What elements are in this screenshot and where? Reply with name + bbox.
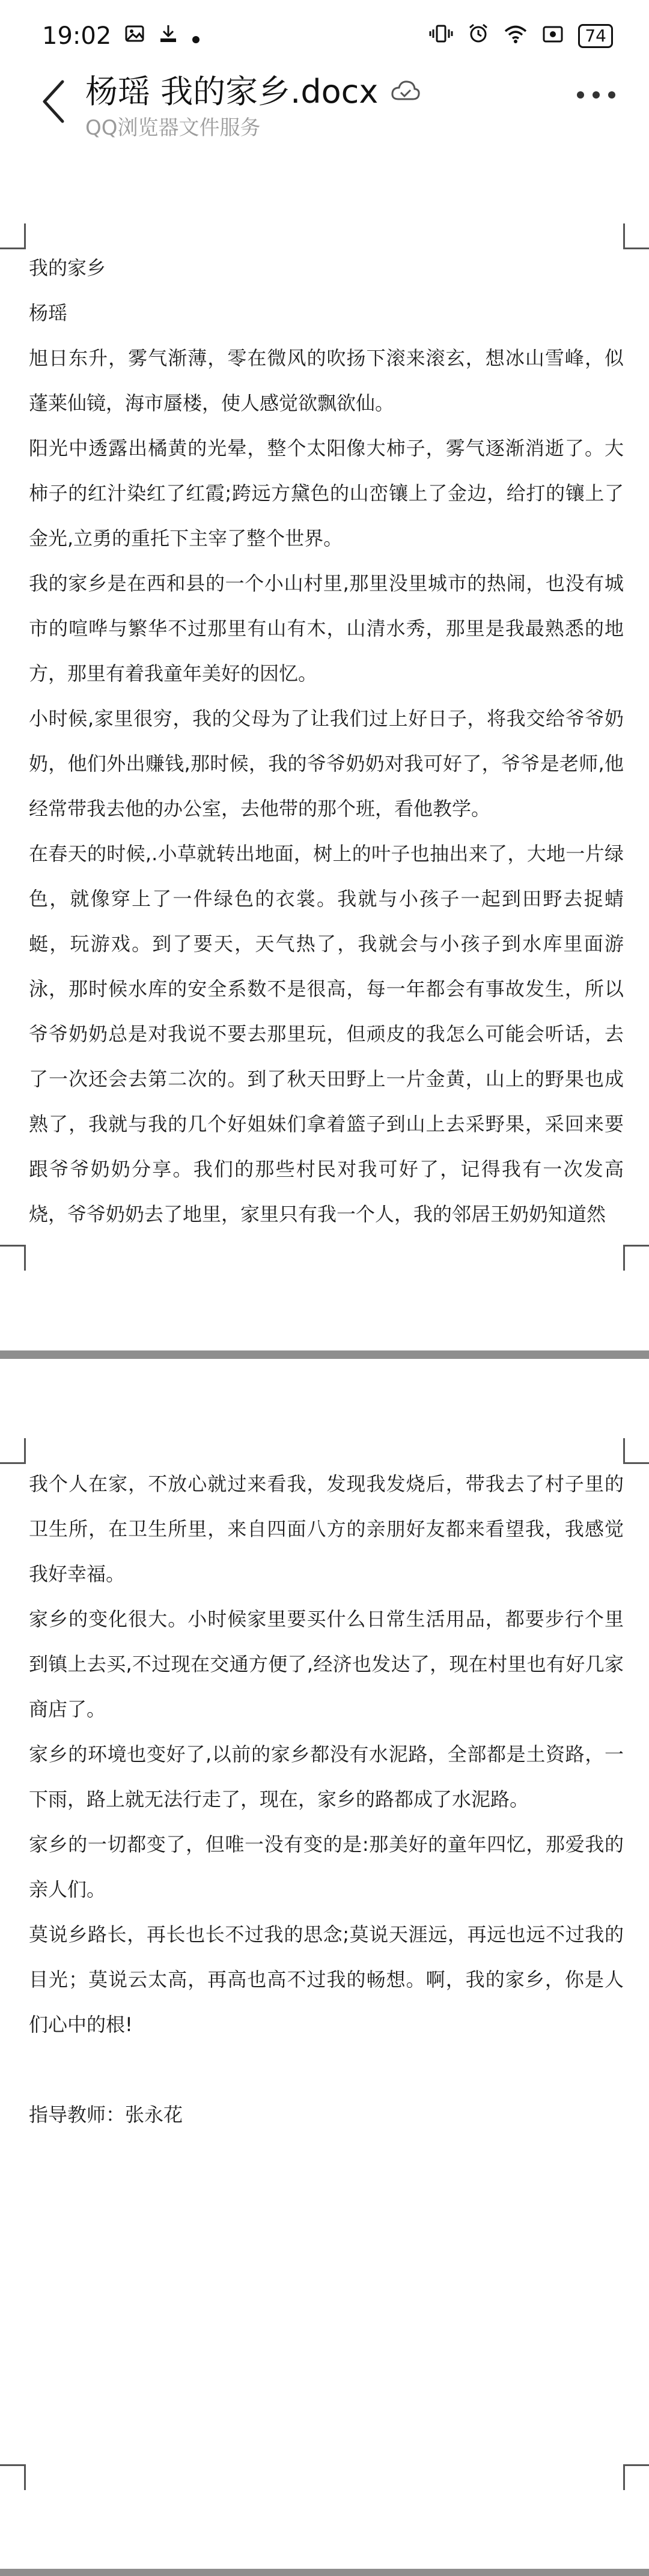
page-separator	[0, 1350, 649, 1359]
doc-paragraph: 家乡的一切都变了，但唯一没有变的是:那美好的童年四忆，那爱我的亲人们。	[29, 1833, 624, 1901]
title-row	[85, 72, 421, 112]
battery-indicator: 74	[578, 24, 613, 48]
document-title: 杨瑶 我的家乡.docx	[85, 73, 379, 111]
more-dot-icon	[577, 91, 584, 99]
page-1-content	[29, 246, 624, 1237]
page-2-content	[29, 1462, 624, 2137]
doc-paragraph: 阳光中透露出橘黄的光晕，整个太阳像大柿子，雾气逐渐消逝了。大柿子的红汁染红了红霞;跨远方黛色的山峦镶上了金边，给打的镶上了金光,立勇的重托下主宰了整个世界。	[29, 437, 624, 550]
status-left	[42, 22, 200, 50]
crop-mark	[623, 223, 649, 249]
more-options-button[interactable]	[577, 91, 615, 99]
back-button[interactable]	[36, 74, 72, 129]
crop-mark	[0, 1245, 26, 1271]
document-subtitle: QQ浏览器文件服务	[85, 116, 261, 140]
crop-mark	[0, 223, 26, 249]
doc-paragraph: 我的家乡是在西和县的一个小山村里,那里没里城市的热闹，也没有城市的喧哗与繁华不过那里有山有木，山清水秀，那里是我最熟悉的地方，那里有着我童年美好的因忆。	[29, 572, 624, 685]
crop-mark	[623, 2464, 649, 2490]
screen-record-icon	[542, 22, 564, 50]
gallery-icon	[124, 22, 145, 50]
doc-paragraph: 我个人在家，不放心就过来看我，发现我发烧后，带我去了村子里的卫生所，在卫生所里，来自四面八方的亲朋好友都来看望我，我感觉我好幸福。	[29, 1472, 624, 1585]
doc-paragraph: 莫说乡路长，再长也长不过我的思念;莫说天涯远，再远也远不过我的目光；莫说云太高，再高也高不过我的畅想。啊，我的家乡，你是人们心中的根!	[29, 1923, 624, 2036]
notification-dot-icon	[192, 22, 200, 50]
status-time: 19:02	[42, 22, 112, 50]
document-page-2	[0, 1359, 649, 2565]
more-dot-icon	[608, 91, 615, 99]
title-area	[85, 72, 421, 141]
back-arrow-icon	[36, 74, 72, 129]
download-icon	[158, 22, 178, 50]
alarm-icon	[468, 22, 489, 50]
crop-mark	[623, 1245, 649, 1271]
wifi-icon	[504, 22, 528, 50]
crop-mark	[0, 1438, 26, 1464]
crop-mark	[0, 2464, 26, 2490]
doc-paragraph: 小时候,家里很穷，我的父母为了让我们过上好日子，将我交给爷爷奶奶，他们外出赚钱,那时候，我的爷爷奶奶对我可好了，爷爷是老师,他经常带我去他的办公室，去他带的那个班，看他教学。	[29, 707, 624, 820]
vibrate-icon	[429, 22, 453, 50]
status-bar	[0, 0, 649, 72]
doc-signature: 指导教师：张永花	[29, 2103, 183, 2126]
doc-paragraph: 旭日东升，雾气渐薄，零在微风的吹扬下滚来滚玄，想冰山雪峰，似蓬莱仙镜，海市蜃楼，使人感觉欲飘欲仙。	[29, 347, 624, 415]
doc-paragraph: 在春天的时候,.小草就转出地面，树上的叶子也抽出来了，大地一片绿色，就像穿上了一件绿色的衣裳。我就与小孩子一起到田野去捉蜻蜓，玩游戏。到了要天，天气热了，我就会与小孩子到水库里面游泳，那时候水库的安全系数不是很高，每一年都会有事故发生，所以爷爷奶奶总是对我说不要去那里玩，但顽皮的我怎么可能会听话，去了一次还会去第二次的。到了秋天田野上一片金黄，山上的野果也成熟了，我就与我的几个好姐妹们拿着篮子到山上去采野果，采回来要跟爷爷奶奶分享。我们的那些村民对我可好了，记得我有一次发高烧，爷爷奶奶去了地里，家里只有我一个人，我的邻居王奶奶知道然	[29, 842, 624, 1226]
doc-heading: 我的家乡	[29, 257, 106, 279]
app-header	[0, 72, 649, 145]
doc-paragraph: 家乡的变化很大。小时候家里要买什么日常生活用品，都要步行个里到镇上去买,不过现在交通方便了,经济也发达了，现在村里也有好几家商店了。	[29, 1608, 624, 1721]
doc-author: 杨瑶	[29, 302, 68, 324]
page-separator	[0, 2569, 649, 2576]
document-page-1	[0, 145, 649, 1341]
crop-mark	[623, 1438, 649, 1464]
blank-line	[29, 2047, 624, 2092]
more-dot-icon	[593, 91, 600, 99]
doc-paragraph: 家乡的环境也变好了,以前的家乡都没有水泥路，全部都是土资路，一下雨，路上就无法行走了，现在，家乡的路都成了水泥路。	[29, 1743, 624, 1811]
cloud-sync-icon[interactable]	[390, 79, 421, 105]
status-right	[429, 22, 613, 50]
